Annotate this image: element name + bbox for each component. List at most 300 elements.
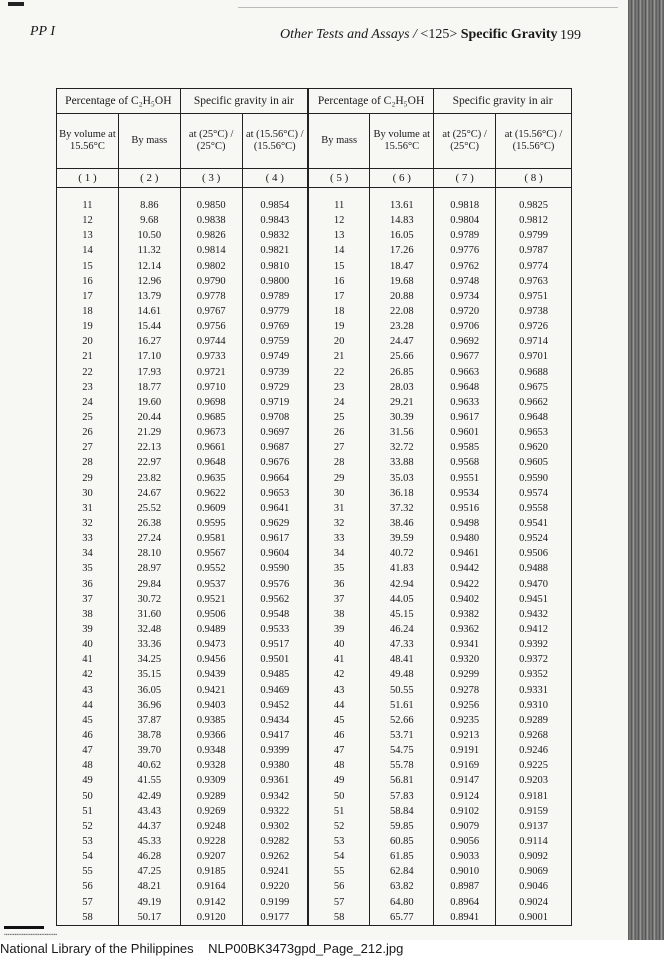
table-cell-col5: 22 [308,365,370,380]
table-cell-col8: 0.9590 [496,471,572,486]
table-cell-col3: 0.9622 [180,486,242,501]
table-row [57,819,572,834]
table-cell-col2: 10.50 [118,228,180,243]
table-row [57,198,572,213]
table-cell-col2: 8.86 [118,198,180,213]
table-cell-col1: 20 [57,334,119,349]
table-cell-col3: 0.9826 [180,228,242,243]
table-cell-col5: 36 [308,577,370,592]
table-cell-col7: 0.9299 [434,667,496,682]
table-cell-col2: 36.96 [118,698,180,713]
table-cell-col3: 0.9673 [180,425,242,440]
table-row [57,395,572,410]
table-row [57,652,572,667]
table-cell-col1: 23 [57,380,119,395]
table-cell-col6: 22.08 [370,304,434,319]
table-row [57,683,572,698]
table-cell-col2: 23.82 [118,471,180,486]
table-cell-col6: 56.81 [370,773,434,788]
table-cell-col4: 0.9604 [242,546,308,561]
table-cell-col6: 61.85 [370,849,434,864]
table-cell-col2: 29.84 [118,577,180,592]
table-cell-col6: 14.83 [370,213,434,228]
table-cell-col1: 24 [57,395,119,410]
top-rule-mark [8,2,24,6]
table-cell-col7: 0.9776 [434,243,496,258]
table-cell-col4: 0.9380 [242,758,308,773]
table-cell-col2: 34.25 [118,652,180,667]
table-cell-col3: 0.9648 [180,455,242,470]
table-cell-col7: 0.9442 [434,561,496,576]
table-cell-col8: 0.9268 [496,728,572,743]
table-cell-col4: 0.9789 [242,289,308,304]
table-cell-col7: 0.9633 [434,395,496,410]
table-cell-col8: 0.9181 [496,788,572,803]
table-cell-col5: 46 [308,728,370,743]
table-cell-col4: 0.9399 [242,743,308,758]
scan-binding-edge [628,0,664,957]
table-cell-col1: 58 [57,910,119,926]
table-cell-col2: 45.33 [118,834,180,849]
table-cell-col2: 42.49 [118,788,180,803]
table-cell-col2: 43.43 [118,804,180,819]
table-row [57,773,572,788]
table-cell-col8: 0.9763 [496,274,572,289]
table-row [57,243,572,258]
table-cell-col2: 48.21 [118,879,180,894]
table-cell-col5: 20 [308,334,370,349]
table-cell-col7: 0.9585 [434,440,496,455]
table-cell-col4: 0.9641 [242,501,308,516]
table-cell-col5: 52 [308,819,370,834]
table-cell-col4: 0.9800 [242,274,308,289]
table-cell-col2: 27.24 [118,531,180,546]
table-cell-col5: 25 [308,410,370,425]
table-cell-col2: 44.37 [118,819,180,834]
table-row [57,713,572,728]
table-cell-col7: 0.8941 [434,910,496,926]
table-row [57,758,572,773]
table-cell-col4: 0.9719 [242,395,308,410]
table-cell-col3: 0.9802 [180,259,242,274]
table-cell-col8: 0.9774 [496,259,572,274]
table-cell-col7: 0.8987 [434,879,496,894]
table-cell-col8: 0.9331 [496,683,572,698]
table-row [57,410,572,425]
table-cell-col5: 34 [308,546,370,561]
table-cell-col2: 21.29 [118,425,180,440]
table-cell-col1: 38 [57,607,119,622]
table-cell-col3: 0.9385 [180,713,242,728]
table-cell-col4: 0.9810 [242,259,308,274]
table-row [57,471,572,486]
table-cell-col6: 45.15 [370,607,434,622]
table-cell-col5: 11 [308,198,370,213]
table-cell-col2: 30.72 [118,592,180,607]
table-row [57,380,572,395]
table-cell-col1: 42 [57,667,119,682]
table-cell-col8: 0.9470 [496,577,572,592]
table-cell-col3: 0.9814 [180,243,242,258]
table-cell-col7: 0.9341 [434,637,496,652]
table-cell-col5: 43 [308,683,370,698]
table-cell-col7: 0.9033 [434,849,496,864]
table-cell-col2: 18.77 [118,380,180,395]
column-number-5: ( 5 ) [308,169,370,188]
table-cell-col3: 0.9552 [180,561,242,576]
table-row [57,592,572,607]
table-row [57,743,572,758]
table-cell-col8: 0.9825 [496,198,572,213]
table-cell-col3: 0.9142 [180,894,242,909]
table-cell-col2: 38.78 [118,728,180,743]
table-spacer-row [57,188,572,199]
table-cell-col4: 0.9417 [242,728,308,743]
table-cell-col7: 0.9256 [434,698,496,713]
table-row [57,910,572,926]
table-cell-col7: 0.9235 [434,713,496,728]
table-cell-col1: 50 [57,788,119,803]
table-cell-col6: 42.94 [370,577,434,592]
table-cell-col4: 0.9361 [242,773,308,788]
table-cell-col4: 0.9562 [242,592,308,607]
table-cell-col1: 54 [57,849,119,864]
table-cell-col7: 0.9706 [434,319,496,334]
table-cell-col2: 12.14 [118,259,180,274]
table-cell-col8: 0.9203 [496,773,572,788]
table-cell-col1: 52 [57,819,119,834]
table-cell-col6: 60.85 [370,834,434,849]
table-cell-col3: 0.9421 [180,683,242,698]
table-cell-col4: 0.9590 [242,561,308,576]
table-cell-col7: 0.9191 [434,743,496,758]
table-cell-col8: 0.9799 [496,228,572,243]
table-cell-col1: 53 [57,834,119,849]
table-cell-col1: 32 [57,516,119,531]
table-cell-col6: 59.85 [370,819,434,834]
table-cell-col8: 0.9524 [496,531,572,546]
table-cell-col8: 0.9506 [496,546,572,561]
table-cell-col1: 35 [57,561,119,576]
table-cell-col5: 12 [308,213,370,228]
table-cell-col3: 0.9348 [180,743,242,758]
table-cell-col6: 55.78 [370,758,434,773]
table-cell-col8: 0.9726 [496,319,572,334]
table-cell-col1: 43 [57,683,119,698]
table-cell-col3: 0.9778 [180,289,242,304]
table-cell-col2: 32.48 [118,622,180,637]
column-number-6: ( 6 ) [370,169,434,188]
table-cell-col7: 0.9762 [434,259,496,274]
table-cell-col5: 14 [308,243,370,258]
table-cell-col1: 31 [57,501,119,516]
table-cell-col8: 0.9046 [496,879,572,894]
table-cell-col4: 0.9854 [242,198,308,213]
table-row [57,319,572,334]
table-row [57,804,572,819]
table-cell-col7: 0.9382 [434,607,496,622]
table-cell-col7: 0.9102 [434,804,496,819]
table-cell-col6: 24.47 [370,334,434,349]
table-cell-col8: 0.9751 [496,289,572,304]
table-cell-col8: 0.9159 [496,804,572,819]
table-cell-col5: 37 [308,592,370,607]
table-cell-col8: 0.9701 [496,349,572,364]
table-cell-col2: 31.60 [118,607,180,622]
table-row [57,455,572,470]
table-cell-col4: 0.9322 [242,804,308,819]
table-cell-col1: 55 [57,864,119,879]
table-cell-col1: 49 [57,773,119,788]
table-cell-col7: 0.9147 [434,773,496,788]
table-cell-col4: 0.9832 [242,228,308,243]
table-cell-col2: 50.17 [118,910,180,926]
column-number-7: ( 7 ) [434,169,496,188]
table-cell-col2: 16.27 [118,334,180,349]
table-row [57,561,572,576]
table-cell-col5: 40 [308,637,370,652]
table-cell-col1: 16 [57,274,119,289]
table-cell-col8: 0.9289 [496,713,572,728]
table-cell-col4: 0.9262 [242,849,308,864]
table-cell-col6: 40.72 [370,546,434,561]
top-rule-line [238,7,618,8]
table-cell-col2: 15.44 [118,319,180,334]
table-cell-col3: 0.9473 [180,637,242,652]
column-number-2: ( 2 ) [118,169,180,188]
table-cell-col1: 33 [57,531,119,546]
table-cell-col4: 0.9533 [242,622,308,637]
table-cell-col6: 18.47 [370,259,434,274]
table-cell-col3: 0.9537 [180,577,242,592]
table-cell-col4: 0.9664 [242,471,308,486]
table-cell-col2: 35.15 [118,667,180,682]
table-row [57,864,572,879]
table-cell-col7: 0.9320 [434,652,496,667]
sub-header-c3: at (25°C) / (25°C) [180,114,242,169]
table-cell-col4: 0.9199 [242,894,308,909]
table-cell-col1: 29 [57,471,119,486]
table-cell-col5: 51 [308,804,370,819]
table-cell-col3: 0.9489 [180,622,242,637]
table-cell-col2: 28.97 [118,561,180,576]
table-cell-col3: 0.9756 [180,319,242,334]
sub-header-c2: By mass [118,114,180,169]
table-cell-col5: 48 [308,758,370,773]
table-cell-col3: 0.9721 [180,365,242,380]
table-cell-col2: 13.79 [118,289,180,304]
table-row [57,531,572,546]
column-number-3: ( 3 ) [180,169,242,188]
table-cell-col1: 36 [57,577,119,592]
table-cell-col7: 0.9480 [434,531,496,546]
table-row [57,894,572,909]
running-head-title: Specific Gravity [460,27,558,42]
table-cell-col7: 0.9402 [434,592,496,607]
sub-header-c1: By volume at 15.56°C [57,114,119,169]
table-cell-col4: 0.9617 [242,531,308,546]
table-cell-col7: 0.9663 [434,365,496,380]
table-cell-col6: 39.59 [370,531,434,546]
table-cell-col7: 0.9677 [434,349,496,364]
table-cell-col8: 0.9574 [496,486,572,501]
table-cell-col3: 0.9581 [180,531,242,546]
sub-header-c5: By mass [308,114,370,169]
table-row [57,304,572,319]
table-cell-col3: 0.9456 [180,652,242,667]
table-cell-col5: 54 [308,849,370,864]
table-cell-col2: 36.05 [118,683,180,698]
table-cell-col8: 0.9675 [496,380,572,395]
table-cell-col7: 0.9789 [434,228,496,243]
table-cell-col8: 0.9662 [496,395,572,410]
table-row [57,849,572,864]
table-cell-col5: 16 [308,274,370,289]
table-cell-col4: 0.9469 [242,683,308,698]
table-cell-col5: 29 [308,471,370,486]
table-cell-col8: 0.9648 [496,410,572,425]
table-cell-col1: 37 [57,592,119,607]
table-cell-col1: 57 [57,894,119,909]
table-row [57,637,572,652]
table-cell-col5: 45 [308,713,370,728]
table-row [57,486,572,501]
caption-filename: NLP00BK3473gpd_Page_212.jpg [208,941,404,956]
table-row [57,289,572,304]
table-cell-col7: 0.9734 [434,289,496,304]
table-cell-col7: 0.9617 [434,410,496,425]
table-cell-col5: 39 [308,622,370,637]
table-cell-col7: 0.9568 [434,455,496,470]
table-cell-col8: 0.9653 [496,425,572,440]
running-head-left: PP I [30,24,56,39]
table-cell-col6: 30.39 [370,410,434,425]
group-header-specific-gravity-left: Specific gravity in air [180,89,308,114]
table-cell-col8: 0.9069 [496,864,572,879]
table-cell-col2: 20.44 [118,410,180,425]
table-cell-col7: 0.9461 [434,546,496,561]
table-cell-col1: 51 [57,804,119,819]
table-cell-col5: 38 [308,607,370,622]
table-cell-col1: 17 [57,289,119,304]
table-cell-col4: 0.9282 [242,834,308,849]
table-row [57,577,572,592]
table-cell-col2: 22.13 [118,440,180,455]
column-number-4: ( 4 ) [242,169,308,188]
table-cell-col6: 64.80 [370,894,434,909]
table-cell-col2: 19.60 [118,395,180,410]
table-row [57,425,572,440]
table-cell-col2: 24.67 [118,486,180,501]
table-cell-col7: 0.9362 [434,622,496,637]
table-cell-col1: 41 [57,652,119,667]
table-cell-col1: 12 [57,213,119,228]
table-cell-col8: 0.9451 [496,592,572,607]
group-header-percentage-right: Percentage of C₂H₅OH [308,89,434,114]
table-cell-col1: 28 [57,455,119,470]
table-cell-col8: 0.9738 [496,304,572,319]
table-cell-col3: 0.9228 [180,834,242,849]
table-cell-col8: 0.9558 [496,501,572,516]
table-cell-col2: 47.25 [118,864,180,879]
table-cell-col6: 50.55 [370,683,434,698]
table-cell-col7: 0.8964 [434,894,496,909]
table-cell-col7: 0.9422 [434,577,496,592]
table-cell-col6: 23.28 [370,319,434,334]
table-cell-col8: 0.9787 [496,243,572,258]
table-cell-col8: 0.9812 [496,213,572,228]
table-cell-col4: 0.9676 [242,455,308,470]
table-cell-col7: 0.9278 [434,683,496,698]
table-cell-col1: 40 [57,637,119,652]
table-cell-col4: 0.9843 [242,213,308,228]
table-cell-col6: 33.88 [370,455,434,470]
table-cell-col5: 44 [308,698,370,713]
table-cell-col3: 0.9521 [180,592,242,607]
table-cell-col4: 0.9302 [242,819,308,834]
table-row [57,365,572,380]
table-cell-col5: 49 [308,773,370,788]
table-cell-col7: 0.9124 [434,788,496,803]
table-cell-col6: 37.32 [370,501,434,516]
table-cell-col2: 28.10 [118,546,180,561]
table-cell-col4: 0.9769 [242,319,308,334]
table-cell-col6: 38.46 [370,516,434,531]
table-cell-col3: 0.9609 [180,501,242,516]
table-cell-col2: 39.70 [118,743,180,758]
table-cell-col5: 55 [308,864,370,879]
table-row [57,834,572,849]
table-cell-col7: 0.9601 [434,425,496,440]
table-cell-col6: 62.84 [370,864,434,879]
table-cell-col5: 58 [308,910,370,926]
table-cell-col5: 17 [308,289,370,304]
table-row [57,274,572,289]
table-cell-col3: 0.9439 [180,667,242,682]
table-cell-col6: 57.83 [370,788,434,803]
table-cell-col6: 19.68 [370,274,434,289]
table-cell-col2: 41.55 [118,773,180,788]
table-cell-col5: 33 [308,531,370,546]
table-row [57,667,572,682]
table-cell-col5: 21 [308,349,370,364]
table-body [57,188,572,926]
table-cell-col3: 0.9366 [180,728,242,743]
table-cell-col8: 0.9372 [496,652,572,667]
table-cell-col3: 0.9838 [180,213,242,228]
table-cell-col3: 0.9744 [180,334,242,349]
footer-scan-noise: ▪▪▪▪▪▪▪▪▪▪▪▪▪▪▪▪▪▪▪▪▪▪▪▪▪▪▪▪▪▪ [4,932,58,938]
table-cell-col1: 13 [57,228,119,243]
table-cell-col1: 18 [57,304,119,319]
table-cell-col5: 23 [308,380,370,395]
table-row [57,349,572,364]
group-header-specific-gravity-right: Specific gravity in air [434,89,572,114]
table-cell-col5: 19 [308,319,370,334]
table-cell-col1: 14 [57,243,119,258]
table-cell-col3: 0.9595 [180,516,242,531]
table-cell-col6: 53.71 [370,728,434,743]
sub-header-c8: at (15.56°C) / (15.56°C) [496,114,572,169]
table-cell-col1: 25 [57,410,119,425]
table-cell-col6: 51.61 [370,698,434,713]
table-cell-col1: 21 [57,349,119,364]
table-row [57,788,572,803]
column-number-8: ( 8 ) [496,169,572,188]
table-cell-col3: 0.9120 [180,910,242,926]
table-cell-col4: 0.9687 [242,440,308,455]
table-cell-col4: 0.9821 [242,243,308,258]
